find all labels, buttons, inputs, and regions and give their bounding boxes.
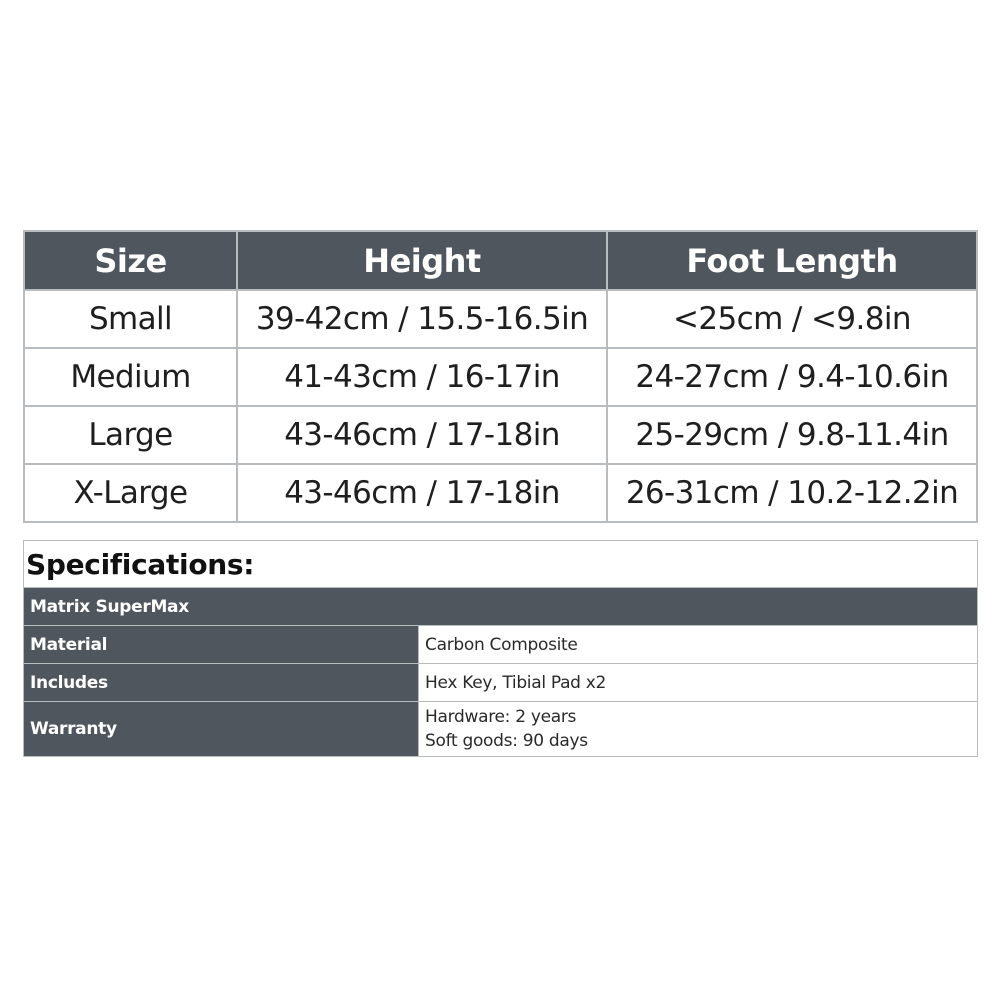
table-row bbox=[24, 406, 977, 464]
size-cell: Large bbox=[24, 406, 237, 464]
specifications-title: Specifications: bbox=[24, 541, 978, 588]
spec-value-line: Hex Key, Tibial Pad x2 bbox=[425, 672, 607, 693]
height-cell: 41-43cm / 16-17in bbox=[237, 348, 607, 406]
size-chart-table bbox=[23, 230, 978, 523]
table-row bbox=[24, 464, 977, 522]
spec-label: Includes bbox=[24, 664, 419, 702]
foot-length-cell: 25-29cm / 9.8-11.4in bbox=[607, 406, 977, 464]
size-cell: X-Large bbox=[24, 464, 237, 522]
foot-length-cell: 26-31cm / 10.2-12.2in bbox=[607, 464, 977, 522]
spec-label: Material bbox=[24, 626, 419, 664]
size-cell: Small bbox=[24, 290, 237, 348]
spec-value-line: Soft goods: 90 days bbox=[425, 731, 588, 751]
size-chart-header-row bbox=[24, 231, 977, 290]
foot-length-column-header: Foot Length bbox=[607, 231, 977, 290]
size-column-header: Size bbox=[24, 231, 237, 290]
specifications-table bbox=[23, 540, 978, 757]
table-row bbox=[24, 290, 977, 348]
spec-value bbox=[419, 702, 978, 757]
foot-length-cell: 24-27cm / 9.4-10.6in bbox=[607, 348, 977, 406]
spec-row-material bbox=[24, 626, 978, 664]
spec-value bbox=[419, 626, 978, 664]
spec-row-warranty bbox=[24, 702, 978, 757]
spec-row-includes bbox=[24, 664, 978, 702]
spec-label: Warranty bbox=[24, 702, 419, 757]
spec-value bbox=[419, 664, 978, 702]
height-cell: 43-46cm / 17-18in bbox=[237, 406, 607, 464]
specifications-title-row bbox=[24, 541, 978, 588]
product-name: Matrix SuperMax bbox=[24, 588, 978, 626]
height-column-header: Height bbox=[237, 231, 607, 290]
height-cell: 43-46cm / 17-18in bbox=[237, 464, 607, 522]
spec-value-line: Carbon Composite bbox=[425, 634, 578, 655]
foot-length-cell: <25cm / <9.8in bbox=[607, 290, 977, 348]
table-row bbox=[24, 348, 977, 406]
product-name-row bbox=[24, 588, 978, 626]
size-cell: Medium bbox=[24, 348, 237, 406]
height-cell: 39-42cm / 15.5-16.5in bbox=[237, 290, 607, 348]
spec-value-line: Hardware: 2 years bbox=[425, 707, 577, 727]
